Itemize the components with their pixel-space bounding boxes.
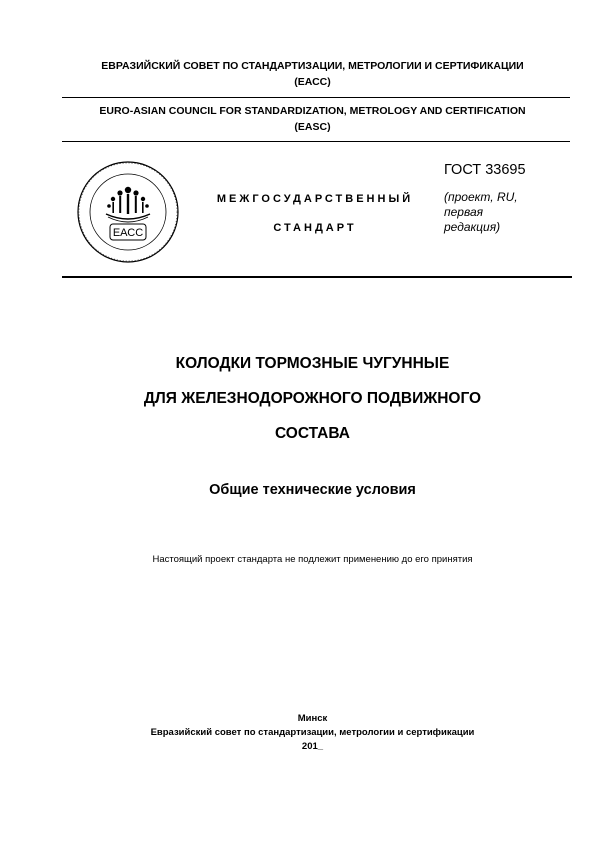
publication-footer — [60, 712, 565, 754]
gost-status-line-1: (проект, RU, — [444, 190, 518, 204]
gost-status — [444, 190, 554, 235]
footer-publisher: Евразийский совет по стандартизации, метрологии и сертификации — [150, 727, 475, 738]
easc-seal-icon — [76, 160, 180, 264]
document-title — [60, 346, 565, 451]
council-name-ru-block — [60, 58, 565, 90]
document-title-line-3: СОСТАВА — [275, 425, 350, 442]
council-abbr-ru: (ЕАСС) — [294, 76, 331, 88]
document-title-line-1: КОЛОДКИ ТОРМОЗНЫЕ ЧУГУННЫЕ — [175, 355, 450, 372]
section-divider — [62, 276, 572, 278]
council-name-ru: ЕВРАЗИЙСКИЙ СОВЕТ ПО СТАНДАРТИЗАЦИИ, МЕТРОЛОГИИ И СЕРТИФИКАЦИИ — [101, 60, 524, 72]
interstate-line-2: СТАНДАРТ — [273, 222, 357, 234]
header-divider — [62, 97, 570, 98]
seal-label: ЕАСС — [112, 227, 144, 239]
footer-city: Минск — [297, 713, 328, 724]
gost-status-line-2: первая — [444, 205, 484, 219]
council-abbr-en: (EASC) — [294, 121, 331, 133]
footer-year: 201_ — [301, 741, 324, 752]
council-name-en-block — [60, 103, 565, 135]
council-name-en: EURO-ASIAN COUNCIL FOR STANDARDIZATION, METROLOGY AND CERTIFICATION — [99, 105, 526, 117]
interstate-line-1: МЕЖГОСУДАРСТВЕННЫЙ — [216, 193, 414, 205]
gost-status-line-3: редакция) — [444, 220, 501, 234]
header-divider-bottom — [62, 141, 570, 142]
document-title-line-2: ДЛЯ ЖЕЛЕЗНОДОРОЖНОГО ПОДВИЖНОГО — [143, 390, 482, 407]
draft-notice: Настоящий проект стандарта не подлежит применению до его принятия — [152, 554, 473, 565]
document-subtitle: Общие технические условия — [209, 482, 416, 498]
interstate-standard-label — [200, 185, 430, 243]
gost-number: ГОСТ 33695 — [444, 162, 526, 178]
